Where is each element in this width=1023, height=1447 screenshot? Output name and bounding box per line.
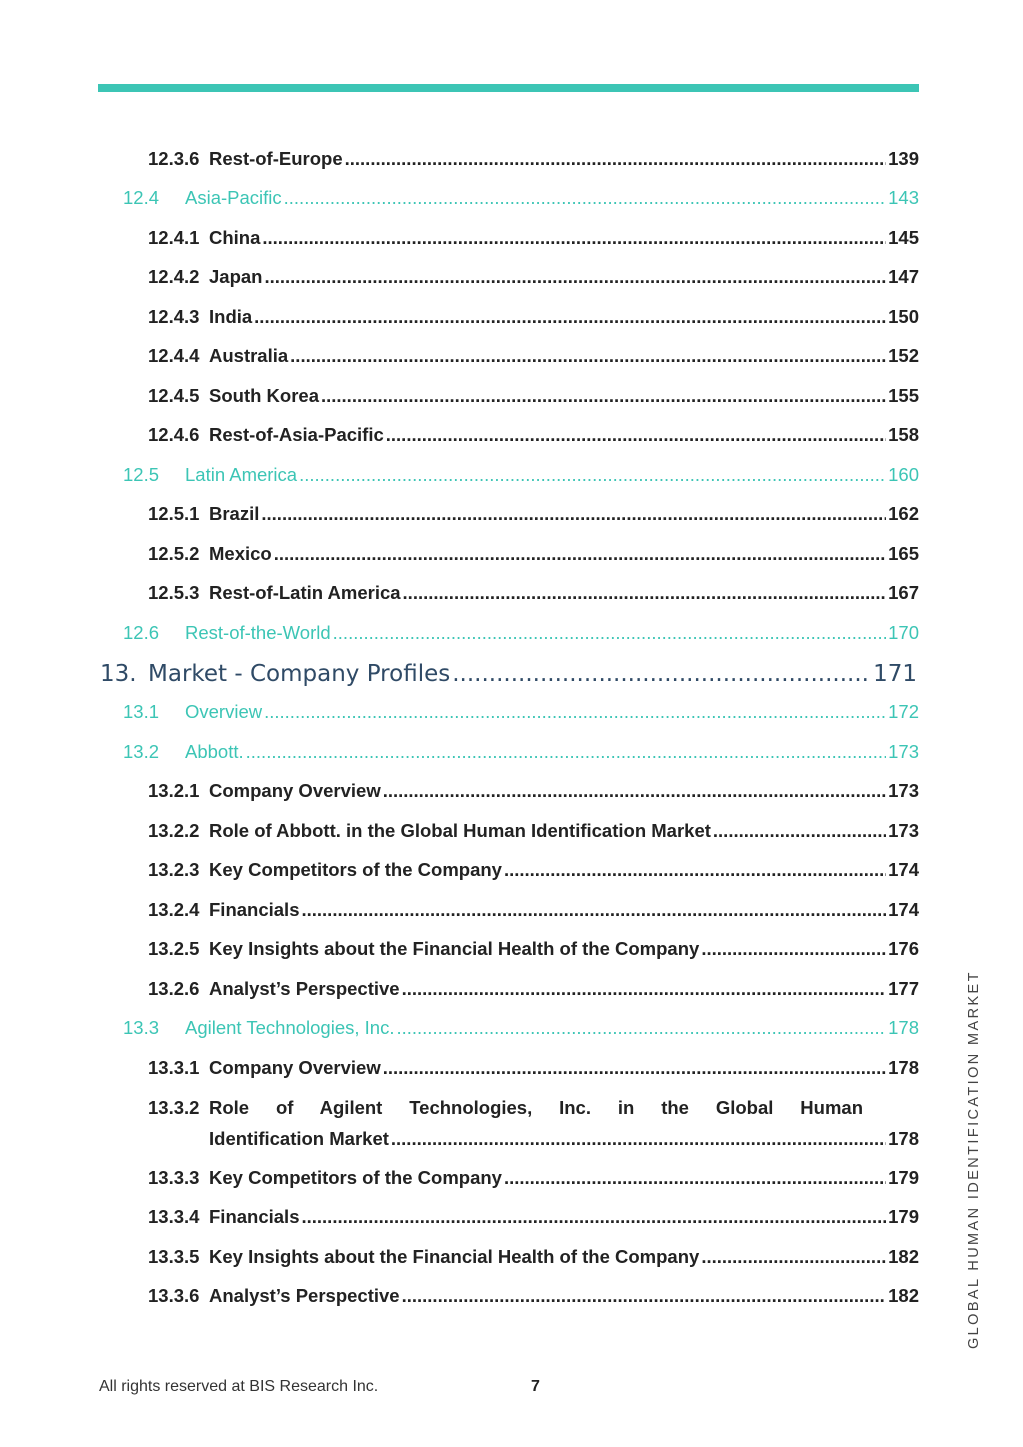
toc-dot-leader xyxy=(403,582,887,604)
toc-entry-number: 13.2.4 xyxy=(148,899,200,920)
toc-entry-title: Mexico xyxy=(209,543,272,564)
toc-entry-number: 12.4.3 xyxy=(148,306,200,327)
toc-dot-leader xyxy=(301,899,886,921)
toc-entry-title: Rest-of-Asia-Pacific xyxy=(209,424,384,445)
toc-dot-leader xyxy=(402,1285,887,1307)
toc-entry-number: 13.2.1 xyxy=(148,780,200,801)
toc-entry-title: Key Competitors of the Company xyxy=(209,859,502,880)
toc-entry-title: Japan xyxy=(209,266,263,287)
toc-entry-page: 172 xyxy=(888,701,919,722)
toc-entry-number: 13.2.5 xyxy=(148,938,200,959)
toc-entry-page: 143 xyxy=(888,187,919,208)
toc-entry-page: 178 xyxy=(888,1128,919,1149)
toc-entry-number: 13.3.2 xyxy=(148,1097,200,1118)
toc-entry-title: Rest-of-Europe xyxy=(209,148,343,169)
toc-entry-number: 12.3.6 xyxy=(148,148,200,169)
toc-entry-title: India xyxy=(209,306,253,327)
footer-page-number: 7 xyxy=(531,1378,540,1395)
toc-entry-page: 177 xyxy=(888,978,919,999)
toc-entry-number: 13.3.1 xyxy=(148,1057,200,1078)
toc-entry-page: 182 xyxy=(888,1285,919,1306)
toc-entry-number: 12.4.2 xyxy=(148,266,200,287)
toc-entry-title: Overview xyxy=(185,701,263,722)
toc-entry-page: 176 xyxy=(888,938,919,959)
toc-entry-page: 179 xyxy=(888,1167,919,1188)
toc-dot-leader xyxy=(301,1206,886,1228)
toc-entry-page: 147 xyxy=(888,266,919,287)
toc-dot-leader xyxy=(321,385,886,407)
toc-entry-page: 170 xyxy=(888,622,919,643)
toc-entry-title: Brazil xyxy=(209,503,260,524)
toc-entry-title: Key Competitors of the Company xyxy=(209,1167,502,1188)
toc-entry-page: 167 xyxy=(888,582,919,603)
toc-dot-leader xyxy=(290,345,886,367)
toc-dot-leader xyxy=(504,1167,886,1189)
toc-entry-title: China xyxy=(209,227,261,248)
toc-dot-leader xyxy=(701,1246,886,1268)
toc-entry-title: South Korea xyxy=(209,385,319,406)
toc-entry-title: Company Overview xyxy=(209,1057,381,1078)
toc-entry-page: 139 xyxy=(888,148,919,169)
toc-entry-number: 12.6 xyxy=(123,622,160,643)
toc-entry-title: Rest-of-Latin America xyxy=(209,582,401,603)
toc-dot-leader xyxy=(261,503,886,525)
toc-entry-number: 12.4.4 xyxy=(148,345,200,366)
toc-entry-title: Latin America xyxy=(185,464,298,485)
toc-entry-page: 165 xyxy=(888,543,919,564)
toc-entry-title: Rest-of-the-World xyxy=(185,622,331,643)
toc-entry-number: 13.3.6 xyxy=(148,1285,200,1306)
toc-entry-title: Key Insights about the Financial Health of the Company xyxy=(209,1246,700,1267)
toc-entry-number: 12.4.1 xyxy=(148,227,200,248)
toc-entry-number: 12.4 xyxy=(123,187,160,208)
toc-entry-title: Australia xyxy=(209,345,289,366)
toc-entry-number: 13.3.4 xyxy=(148,1206,200,1227)
toc-entry-title: Market - Company Profiles xyxy=(148,661,451,687)
toc-entry-page: 162 xyxy=(888,503,919,524)
toc-entry-number: 12.5.3 xyxy=(148,582,200,603)
toc-entry-page: 178 xyxy=(888,1017,919,1038)
toc-entry-title: Asia-Pacific xyxy=(185,187,282,208)
toc-entry-title: Analyst’s Perspective xyxy=(209,1285,400,1306)
toc-dot-leader xyxy=(504,859,886,881)
toc-dot-leader xyxy=(713,820,886,842)
toc-dot-leader xyxy=(402,978,887,1000)
toc-dot-leader xyxy=(254,306,886,328)
toc-entry-number: 13.1 xyxy=(123,701,160,722)
toc-entry-page: 173 xyxy=(888,820,919,841)
toc-entry-page: 178 xyxy=(888,1057,919,1078)
toc-dot-leader xyxy=(386,424,886,446)
toc-entry-page: 150 xyxy=(888,306,919,327)
toc-entry-page: 155 xyxy=(888,385,919,406)
toc-entry-number: 12.5.1 xyxy=(148,503,200,524)
toc-entry-number: 13.2 xyxy=(123,741,160,762)
toc-entry-number: 13.2.6 xyxy=(148,978,200,999)
toc-entry-number: 13.3.3 xyxy=(148,1167,200,1188)
toc-entry-title: Key Insights about the Financial Health of the Company xyxy=(209,938,700,959)
toc-entry-page: 174 xyxy=(888,899,919,920)
toc-entry-title: Company Overview xyxy=(209,780,381,801)
toc-entry-number: 12.5.2 xyxy=(148,543,200,564)
toc-entry-title: Identification Market xyxy=(209,1128,389,1149)
toc-dot-leader xyxy=(262,227,886,249)
toc-entry-page: 160 xyxy=(888,464,919,485)
toc-dot-leader xyxy=(701,938,886,960)
toc-entry-title: Analyst’s Perspective xyxy=(209,978,400,999)
toc-entry-number: 13.2.3 xyxy=(148,859,200,880)
toc-entry-page: 179 xyxy=(888,1206,919,1227)
toc-entry-page: 173 xyxy=(888,741,919,762)
toc-entry-title-line1: Role of Agilent Technologies, Inc. in the Global Human xyxy=(209,1097,863,1118)
toc-entry-title: Financials xyxy=(209,899,300,920)
toc-dot-leader xyxy=(345,148,887,170)
toc-entry-title: Abbott. xyxy=(185,741,244,762)
toc-entry-page: 158 xyxy=(888,424,919,445)
footer-copyright: All rights reserved at BIS Research Inc. xyxy=(99,1378,379,1395)
toc-entry-number: 13.3 xyxy=(123,1017,160,1038)
toc-dot-leader xyxy=(264,266,886,288)
toc-dot-leader xyxy=(333,622,886,644)
toc-entry-number: 13.2.2 xyxy=(148,820,200,841)
toc-dot-leader xyxy=(396,1017,886,1039)
toc-dot-leader xyxy=(274,543,886,565)
toc-entry-page: 182 xyxy=(888,1246,919,1267)
side-running-title: GLOBAL HUMAN IDENTIFICATION MARKET xyxy=(966,970,982,1349)
toc-dot-leader xyxy=(383,1057,886,1079)
header-accent-bar xyxy=(98,84,919,92)
toc-entry-page: 145 xyxy=(888,227,919,248)
toc-entry-title: Agilent Technologies, Inc. xyxy=(185,1017,395,1038)
toc-entry-number: 13.3.5 xyxy=(148,1246,200,1267)
toc-entry-title: Financials xyxy=(209,1206,300,1227)
toc-entry-number: 12.5 xyxy=(123,464,160,485)
toc-entry-page: 173 xyxy=(888,780,919,801)
toc-dot-leader xyxy=(264,701,886,723)
toc-entry-number: 13. xyxy=(100,661,137,687)
toc-dot-leader xyxy=(246,741,886,763)
toc-dot-leader xyxy=(284,187,886,209)
toc-dot-leader xyxy=(383,780,886,802)
toc-dot-leader xyxy=(299,464,886,486)
toc-entry-page: 174 xyxy=(888,859,919,880)
toc-entry-number: 12.4.6 xyxy=(148,424,200,445)
toc-entry-number: 12.4.5 xyxy=(148,385,200,406)
toc-dot-leader xyxy=(452,660,871,688)
toc-entry-title: Role of Abbott. in the Global Human Identification Market xyxy=(209,820,711,841)
toc-entry-page: 152 xyxy=(888,345,919,366)
toc-dot-leader xyxy=(391,1128,886,1150)
toc-entry-page: 171 xyxy=(873,661,917,687)
